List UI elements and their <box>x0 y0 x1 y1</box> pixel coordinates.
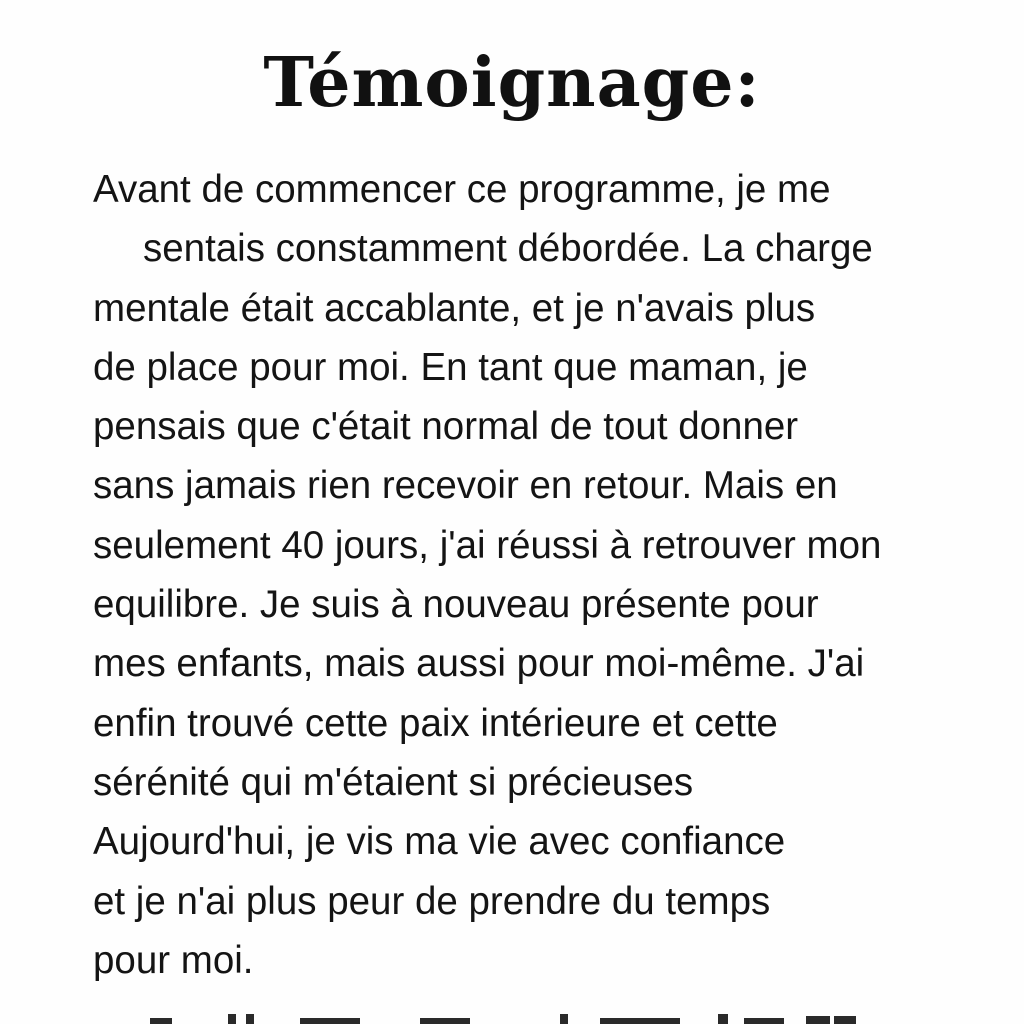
page-title: Témoignage: <box>263 43 761 123</box>
testimonial-line: Avant de commencer ce programme, je me <box>93 168 831 211</box>
testimonial-line: de place pour moi. En tant que maman, je <box>93 345 808 389</box>
testimonial-line: seulement 40 jours, j'ai réussi à retrouver mon <box>93 523 882 567</box>
cutoff-glyph-tops <box>0 1010 1024 1024</box>
testimonial-line: pensais que c'était normal de tout donner <box>93 405 799 449</box>
testimonial-line: pour moi. <box>93 938 254 982</box>
testimonial-line: mes enfants, mais aussi pour moi-même. J'ai <box>93 642 865 686</box>
testimonial-line: mentale était accablante, et je n'avais plus <box>93 286 816 330</box>
cutoff-text-line <box>0 1010 1024 1024</box>
testimonial-line: sérénité qui m'étaient si précieuses <box>93 760 694 804</box>
testimonial-line: equilibre. Je suis à nouveau présente pour <box>93 583 819 627</box>
testimonial-line: et je n'ai plus peur de prendre du temps <box>93 879 771 923</box>
testimonial-line: Aujourd'hui, je vis ma vie avec confiance <box>93 820 786 864</box>
testimonial-line: sentais constamment débordée. La charge <box>143 227 873 271</box>
testimonial-line: enfin trouvé cette paix intérieure et cette <box>93 701 778 745</box>
testimonial-line: sans jamais rien recevoir en retour. Mais en <box>93 464 838 508</box>
testimonial-body <box>93 160 993 990</box>
